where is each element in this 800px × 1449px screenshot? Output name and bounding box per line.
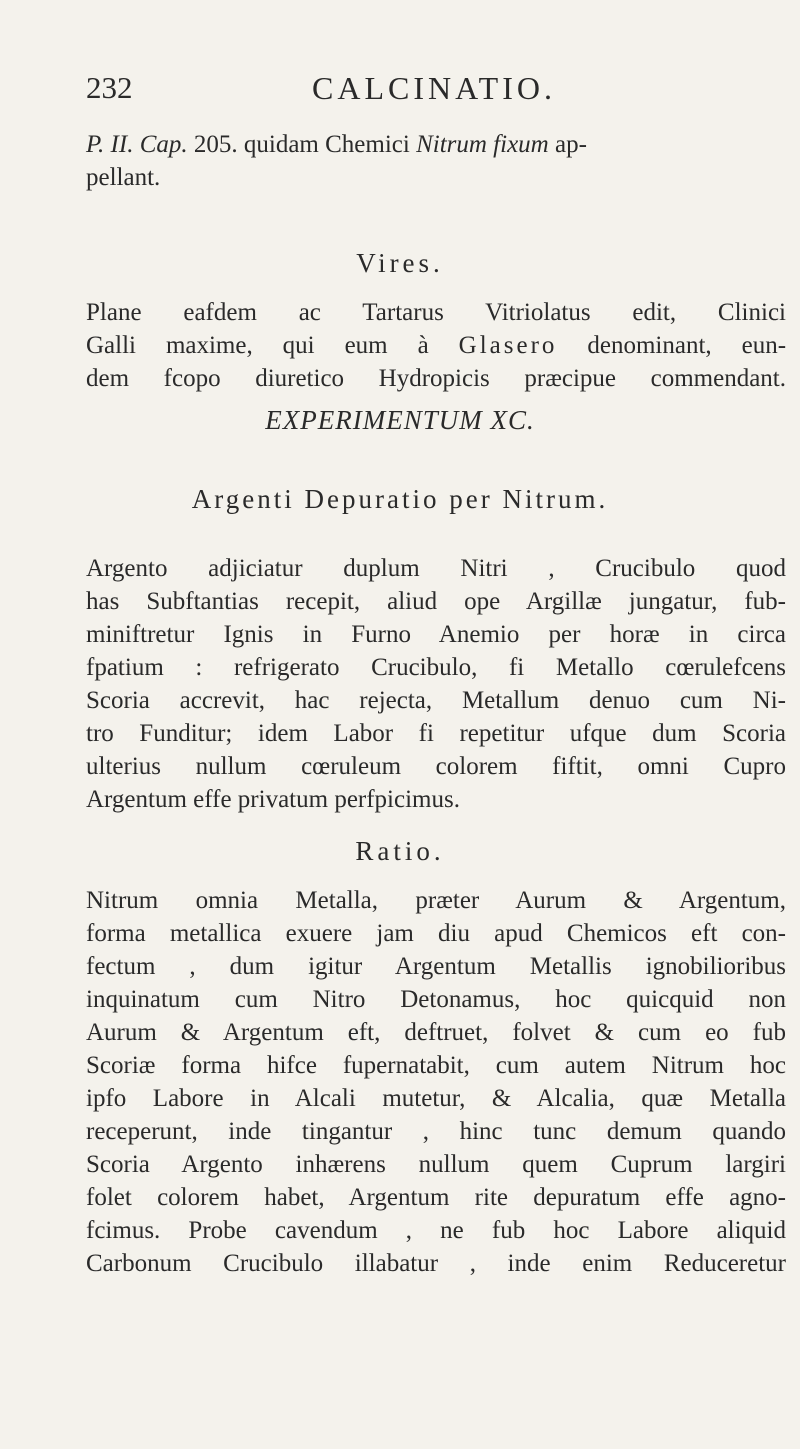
paragraph-line: [86, 329, 786, 362]
paragraph-line: miniftretur Ignis in Furno Anemio per horæ in circa: [86, 621, 786, 648]
page-header: [86, 70, 746, 110]
intro-reference: P. II. Cap.: [86, 131, 188, 158]
paragraph-line: has Subftantias recepit, aliud ope Argillæ jungatur, fub-: [86, 588, 786, 615]
paragraph-line: inquinatum cum Nitro Detonamus, hoc quicquid non: [86, 986, 786, 1013]
paragraph-line: fpatium : refrigerato Crucibulo, fi Metallo cœrulefcens: [86, 654, 786, 681]
experiment-subheading: Argenti Depuratio per Nitrum.: [191, 484, 609, 514]
intro-text: quidam Chemici: [237, 131, 417, 158]
intro-chapter-number: 205.: [193, 131, 238, 158]
paragraph-line: Aurum & Argentum eft, deftruet, folvet & cum eo fub: [86, 1019, 786, 1046]
intro-text-end: ap-: [548, 131, 587, 158]
running-title: CALCINATIO.: [312, 70, 556, 106]
paragraph-line: folet colorem habet, Argentum rite depuratum effe agno-: [86, 1184, 786, 1211]
vires-paragraph: [86, 296, 786, 395]
person-name: Glasero: [458, 332, 558, 359]
paragraph-line: fectum , dum igitur Argentum Metallis ignobilioribus: [86, 953, 786, 980]
page-number: 232: [86, 70, 133, 105]
section-heading-vires: Vires.: [356, 248, 444, 278]
intro-line-2: pellant.: [86, 164, 161, 191]
paragraph-line: receperunt, inde tingantur , hinc tunc demum quando: [86, 1118, 786, 1145]
line-text: Galli maxime, qui eum à: [86, 332, 429, 359]
intro-term: Nitrum fixum: [416, 131, 549, 158]
ratio-paragraph: [86, 884, 786, 1280]
intro-paragraph: [86, 128, 786, 194]
paragraph-line: forma metallica exuere jam diu apud Chemicos eft con-: [86, 920, 786, 947]
paragraph-line: Scoria Argento inhærens nullum quem Cuprum largiri: [86, 1151, 786, 1178]
paragraph-line: Scoriæ forma hifce fupernatabit, cum autem Nitrum hoc: [86, 1052, 786, 1079]
paragraph-line: Plane eafdem ac Tartarus Vitriolatus edit, Clinici: [86, 299, 786, 326]
intro-line-1: [86, 128, 786, 161]
paragraph-line: Argentum effe privatum perfpicimus.: [86, 786, 460, 813]
paragraph-line: tro Funditur; idem Labor fi repetitur ufque dum Scoria: [86, 720, 786, 747]
paragraph-line: Scoria accrevit, hac rejecta, Metallum denuo cum Ni-: [86, 687, 786, 714]
paragraph-line: ipfo Labore in Alcali mutetur, & Alcalia, quæ Metalla: [86, 1085, 786, 1112]
experiment-heading: EXPERIMENTUM XC.: [265, 405, 535, 435]
paragraph-line: Nitrum omnia Metalla, præter Aurum & Argentum,: [86, 887, 786, 914]
experiment-paragraph: [86, 552, 786, 816]
paragraph-line: fcimus. Probe cavendum , ne fub hoc Labore aliquid: [86, 1217, 786, 1244]
paragraph-line: ulterius nullum cœruleum colorem fiftit, omni Cupro: [86, 753, 786, 780]
paragraph-line: Carbonum Crucibulo illabatur , inde enim Reduceretur: [86, 1250, 786, 1277]
section-heading-ratio: Ratio.: [355, 836, 445, 866]
paragraph-line: Argento adjiciatur duplum Nitri , Crucibulo quod: [86, 555, 786, 582]
paragraph-line: dem fcopo diuretico Hydropicis præcipue commendant.: [86, 365, 786, 392]
line-text: denominant, eun-: [587, 332, 787, 359]
